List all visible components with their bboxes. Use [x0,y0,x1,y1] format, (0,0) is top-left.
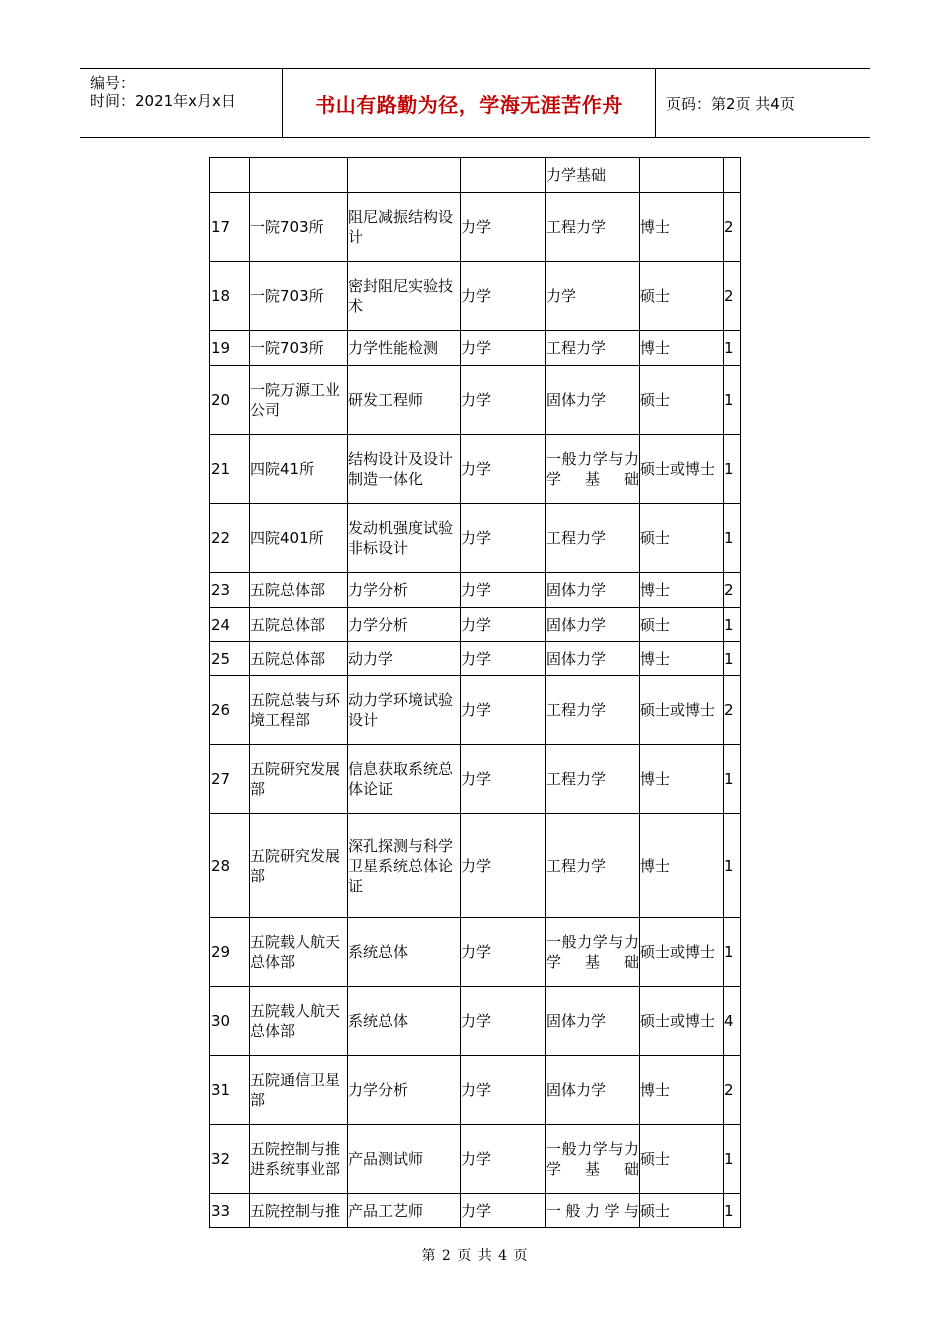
position-cell: 动力学 [348,642,461,676]
position-cell: 系统总体 [348,987,461,1056]
degree-cell: 硕士或博士 [640,676,724,745]
row-number-cell: 29 [210,918,250,987]
discipline-cell: 力学 [461,331,546,366]
major-cell: 工程力学 [546,193,640,262]
header-page-cell [654,69,870,137]
discipline-cell [461,158,546,193]
row-number-cell: 23 [210,573,250,608]
unit-cell: 五院载人航天总体部 [250,987,348,1056]
major-cell: 固体力学 [546,1056,640,1125]
position-cell: 动力学环境试验设计 [348,676,461,745]
row-number-cell: 20 [210,366,250,435]
row-number-cell: 26 [210,676,250,745]
row-number-cell: 31 [210,1056,250,1125]
degree-cell: 硕士 [640,504,724,573]
position-cell: 产品工艺师 [348,1194,461,1228]
count-cell: 1 [724,1125,741,1194]
discipline-cell: 力学 [461,987,546,1056]
table-row [210,987,741,1056]
count-cell: 1 [724,1194,741,1228]
major-cell: 工程力学 [546,504,640,573]
degree-cell [640,158,724,193]
position-cell: 产品测试师 [348,1125,461,1194]
major-cell: 工程力学 [546,331,640,366]
table-row [210,193,741,262]
table-row [210,158,741,193]
degree-cell: 硕士或博士 [640,987,724,1056]
major-cell: 一般力学与力学基础 [546,435,640,504]
table-row [210,1125,741,1194]
major-cell: 一般力学与力学基础 [546,1125,640,1194]
row-number-cell: 17 [210,193,250,262]
degree-cell: 博士 [640,331,724,366]
table-row [210,504,741,573]
discipline-cell: 力学 [461,745,546,814]
row-number-cell: 25 [210,642,250,676]
table-row [210,676,741,745]
count-cell: 4 [724,987,741,1056]
table-row [210,814,741,918]
major-cell: 固体力学 [546,608,640,642]
count-cell: 1 [724,918,741,987]
major-cell: 固体力学 [546,573,640,608]
discipline-cell: 力学 [461,642,546,676]
table-row [210,608,741,642]
discipline-cell: 力学 [461,366,546,435]
unit-cell: 五院控制与推进系统事业部 [250,1125,348,1194]
unit-cell: 一院703所 [250,331,348,366]
unit-cell: 五院总体部 [250,573,348,608]
row-number-cell: 18 [210,262,250,331]
count-cell: 2 [724,573,741,608]
position-cell: 力学分析 [348,573,461,608]
position-cell: 发动机强度试验非标设计 [348,504,461,573]
discipline-cell: 力学 [461,435,546,504]
row-number-cell: 32 [210,1125,250,1194]
major-cell: 工程力学 [546,814,640,918]
position-cell: 结构设计及设计制造一体化 [348,435,461,504]
major-cell: 固体力学 [546,987,640,1056]
document-time-label: 时间：2021年x月x日 [90,92,236,110]
degree-cell: 博士 [640,642,724,676]
row-number-cell [210,158,250,193]
degree-cell: 硕士 [640,366,724,435]
degree-cell: 硕士 [640,1125,724,1194]
count-cell: 1 [724,504,741,573]
unit-cell: 四院401所 [250,504,348,573]
recruitment-table [209,157,741,1228]
discipline-cell: 力学 [461,608,546,642]
unit-cell: 五院总体部 [250,608,348,642]
discipline-cell: 力学 [461,676,546,745]
discipline-cell: 力学 [461,1125,546,1194]
table-row [210,642,741,676]
discipline-cell: 力学 [461,504,546,573]
degree-cell: 硕士或博士 [640,435,724,504]
count-cell: 2 [724,262,741,331]
position-cell [348,158,461,193]
discipline-cell: 力学 [461,262,546,331]
unit-cell: 五院载人航天总体部 [250,918,348,987]
table-row [210,1056,741,1125]
table-row [210,262,741,331]
row-number-cell: 30 [210,987,250,1056]
degree-cell: 博士 [640,193,724,262]
count-cell: 1 [724,642,741,676]
unit-cell: 五院通信卫星部 [250,1056,348,1125]
row-number-cell: 24 [210,608,250,642]
count-cell: 1 [724,608,741,642]
degree-cell: 博士 [640,573,724,608]
row-number-cell: 33 [210,1194,250,1228]
major-cell: 力学基础 [546,158,640,193]
unit-cell: 五院总体部 [250,642,348,676]
position-cell: 深孔探测与科学卫星系统总体论证 [348,814,461,918]
count-cell [724,158,741,193]
position-cell: 力学分析 [348,608,461,642]
position-cell: 研发工程师 [348,366,461,435]
header-motto-cell [282,69,656,137]
degree-cell: 硕士或博士 [640,918,724,987]
count-cell: 1 [724,366,741,435]
position-cell: 力学性能检测 [348,331,461,366]
row-number-cell: 21 [210,435,250,504]
discipline-cell: 力学 [461,193,546,262]
table-row [210,435,741,504]
discipline-cell: 力学 [461,1194,546,1228]
discipline-cell: 力学 [461,814,546,918]
unit-cell: 五院研究发展部 [250,745,348,814]
count-cell: 2 [724,676,741,745]
table-row [210,331,741,366]
position-cell: 阻尼减振结构设计 [348,193,461,262]
major-cell: 力学 [546,262,640,331]
position-cell: 系统总体 [348,918,461,987]
position-cell: 密封阻尼实验技术 [348,262,461,331]
count-cell: 1 [724,435,741,504]
row-number-cell: 19 [210,331,250,366]
unit-cell: 五院总装与环境工程部 [250,676,348,745]
count-cell: 1 [724,814,741,918]
table-row [210,366,741,435]
row-number-cell: 27 [210,745,250,814]
table-body [210,158,741,1228]
count-cell: 2 [724,1056,741,1125]
table-row [210,573,741,608]
count-cell: 2 [724,193,741,262]
unit-cell: 五院研究发展部 [250,814,348,918]
position-cell: 信息获取系统总体论证 [348,745,461,814]
major-cell: 固体力学 [546,366,640,435]
degree-cell: 硕士 [640,1194,724,1228]
table-row [210,745,741,814]
degree-cell: 博士 [640,814,724,918]
degree-cell: 博士 [640,745,724,814]
count-cell: 1 [724,745,741,814]
count-cell: 1 [724,331,741,366]
unit-cell: 四院41所 [250,435,348,504]
major-cell: 工程力学 [546,676,640,745]
degree-cell: 博士 [640,1056,724,1125]
row-number-cell: 28 [210,814,250,918]
unit-cell: 一院703所 [250,262,348,331]
page-header [80,68,870,138]
degree-cell: 硕士 [640,608,724,642]
major-cell: 工程力学 [546,745,640,814]
header-motto: 书山有路勤为径，学海无涯苦作舟 [315,92,623,117]
unit-cell: 五院控制与推 [250,1194,348,1228]
major-cell: 一般力学与力学基础 [546,918,640,987]
major-cell: 一般力学与 [546,1194,640,1228]
unit-cell [250,158,348,193]
row-number-cell: 22 [210,504,250,573]
header-page-info: 页码：第2页 共4页 [666,94,795,113]
degree-cell: 硕士 [640,262,724,331]
discipline-cell: 力学 [461,573,546,608]
major-cell: 固体力学 [546,642,640,676]
header-meta [80,69,282,137]
document-number-label: 编号： [90,74,136,92]
position-cell: 力学分析 [348,1056,461,1125]
table-row [210,918,741,987]
discipline-cell: 力学 [461,1056,546,1125]
unit-cell: 一院703所 [250,193,348,262]
unit-cell: 一院万源工业公司 [250,366,348,435]
discipline-cell: 力学 [461,918,546,987]
table-row [210,1194,741,1228]
page-footer: 第 2 页 共 4 页 [421,1248,529,1264]
